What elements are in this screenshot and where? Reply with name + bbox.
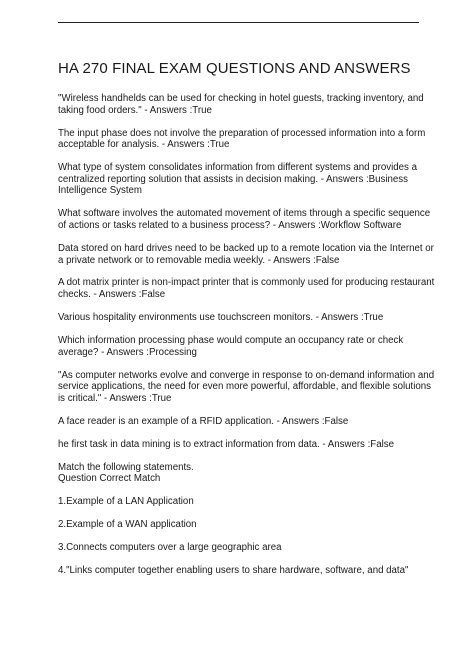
text-line: 3.Connects computers over a large geographic area bbox=[58, 542, 282, 554]
text-line: "Wireless handhelds can be used for checking in hotel guests, tracking inventory, and bbox=[58, 93, 424, 104]
paragraph bbox=[58, 496, 430, 508]
text-line: Data stored on hard drives need to be backed up to a remote location via the Internet or bbox=[58, 242, 434, 254]
text-line: Intelligence System bbox=[58, 185, 142, 197]
paragraph bbox=[58, 542, 430, 554]
header-rule bbox=[58, 22, 419, 23]
text-line: Various hospitality environments use touchscreen monitors. - Answers :True bbox=[58, 312, 384, 324]
paragraph bbox=[58, 208, 430, 231]
text-line: of actions or tasks related to a business process? - Answers :Workflow Software bbox=[58, 219, 402, 231]
paragraph bbox=[58, 335, 430, 358]
text-line: "As computer networks evolve and converge in response to on-demand information and bbox=[58, 369, 435, 381]
text-line: 4."Links computer together enabling users to share hardware, software, and data" bbox=[58, 565, 409, 577]
paragraph bbox=[58, 416, 430, 428]
text-line: service applications, the need for even more powerful, affordable, and flexible solutions bbox=[58, 381, 432, 393]
text-line: A dot matrix printer is non-impact printer that is commonly used for producing restaurant bbox=[58, 277, 435, 289]
text-line: 1.Example of a LAN Application bbox=[58, 496, 194, 508]
paragraph bbox=[58, 439, 430, 451]
text-line: a private network or to removable media weekly. - Answers :False bbox=[58, 254, 340, 266]
paragraph bbox=[58, 93, 430, 116]
text-line: The input phase does not involve the preparation of processed information into a form bbox=[58, 127, 426, 139]
paragraph bbox=[58, 242, 434, 266]
text-line: is critical." - Answers :True bbox=[58, 392, 172, 404]
text-line: taking food orders." - Answers :True bbox=[58, 104, 212, 116]
paragraph bbox=[58, 519, 430, 531]
paragraph bbox=[58, 128, 430, 151]
paragraph bbox=[58, 462, 430, 485]
text-line: Match the following statements. bbox=[58, 461, 194, 473]
text-line: centralized reporting solution that assists in decision making. - Answers :Business bbox=[58, 173, 408, 185]
text-line: checks. - Answers :False bbox=[58, 289, 166, 301]
text-line: Question Correct Match bbox=[58, 473, 161, 485]
text-line: acceptable for analysis. - Answers :True bbox=[58, 139, 230, 151]
text-line: A face reader is an example of a RFID application. - Answers :False bbox=[58, 415, 349, 427]
document-body bbox=[58, 93, 435, 588]
paragraph bbox=[58, 162, 430, 197]
text-line: What type of system consolidates information from different systems and provides a bbox=[58, 162, 417, 174]
text-line: What software involves the automated movement of items through a specific sequence bbox=[58, 208, 431, 220]
paragraph bbox=[58, 369, 435, 405]
text-line: average? - Answers :Processing bbox=[58, 346, 197, 358]
text-line: 2.Example of a WAN application bbox=[58, 519, 197, 531]
paragraph bbox=[58, 565, 430, 577]
text-line: Which information processing phase would compute an occupancy rate or check bbox=[58, 335, 404, 347]
document-title: HA 270 FINAL EXAM QUESTIONS AND ANSWERS bbox=[58, 60, 411, 77]
text-line: he first task in data mining is to extract information from data. - Answers :False bbox=[58, 438, 394, 450]
paragraph bbox=[58, 312, 430, 324]
paragraph bbox=[58, 277, 435, 301]
